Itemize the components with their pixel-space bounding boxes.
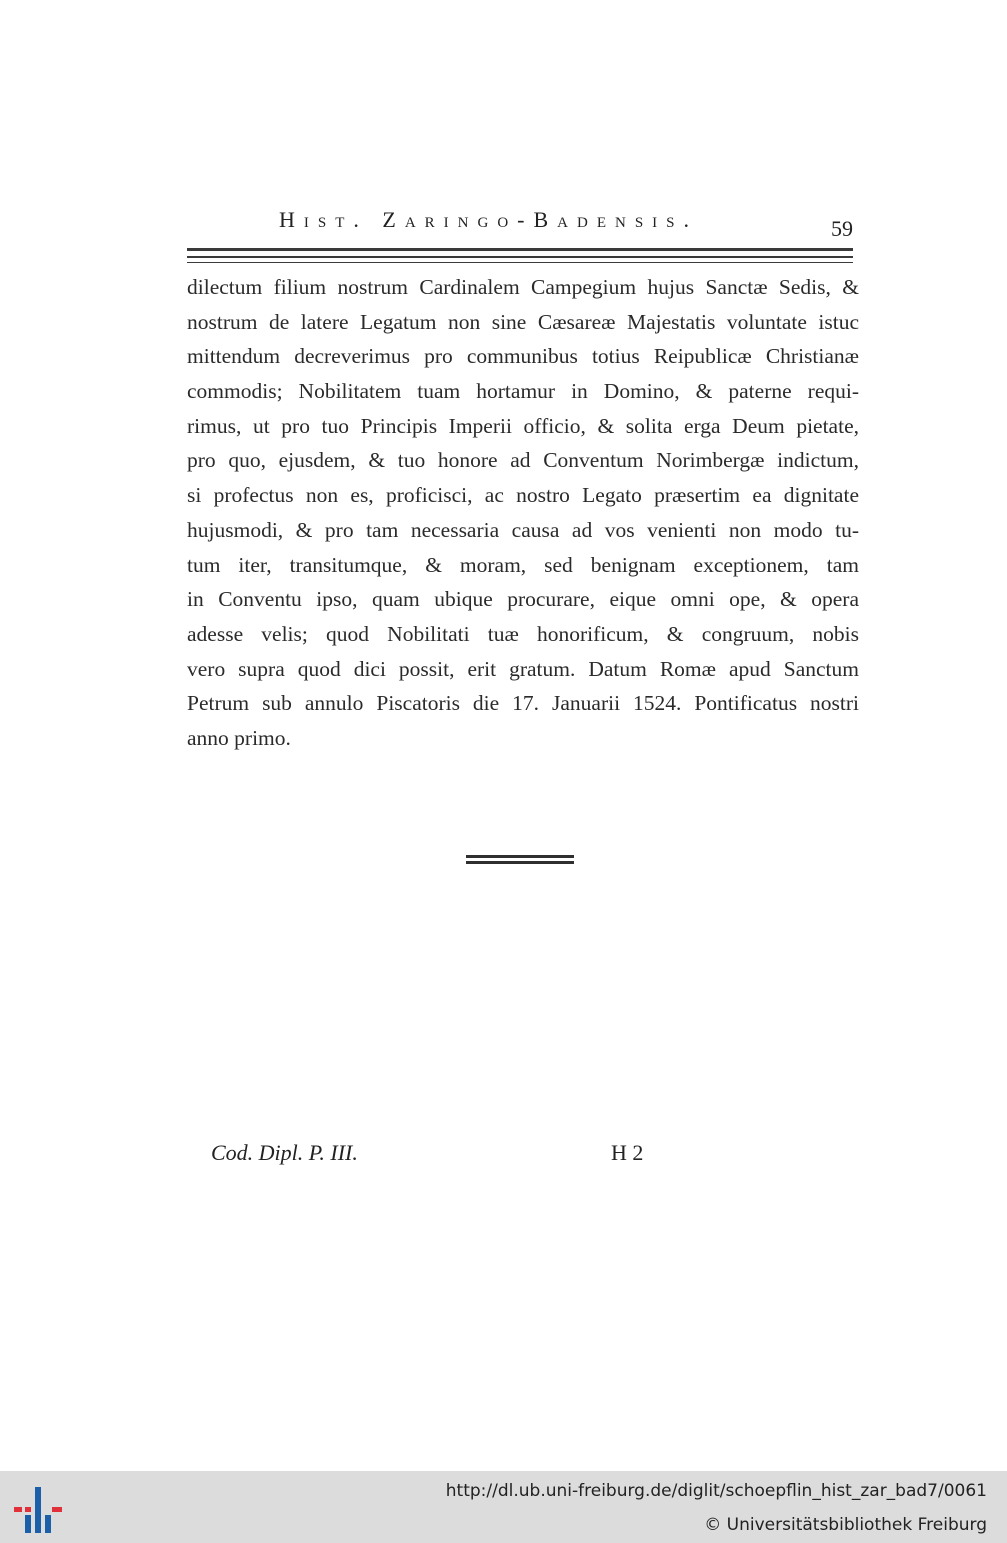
header-rule (187, 262, 853, 263)
text-line: in Conventu ipso, quam ubique procurare, eique omni ope, & opera (187, 587, 859, 612)
running-head: Hist. Zaringo-Badensis. (279, 207, 698, 232)
text-line: nostrum de latere Legatum non sine Cæsareæ Majestatis voluntate istuc (187, 309, 859, 334)
text-line: rimus, ut pro tuo Principis Imperii officio, & solita erga Deum pietate, (187, 413, 859, 438)
header-rule (187, 256, 853, 258)
text-line: hujusmodi, & pro tam necessaria causa ad vos venienti non modo tu- (187, 517, 859, 542)
header-rule (187, 248, 853, 251)
quire-mark: H 2 (611, 1140, 644, 1165)
text-line: adesse velis; quod Nobilitati tuæ honorificum, & congruum, nobis (187, 621, 859, 646)
text-line: commodis; Nobilitatem tuam hortamur in Domino, & paterne requi- (187, 379, 859, 404)
text-line: si profectus non es, proficisci, ac nostro Legato præsertim ea dignitate (187, 483, 859, 508)
text-line: tum iter, transitumque, & moram, sed benignam exceptionem, tam (187, 552, 859, 577)
text-line: mittendum decreverimus pro communibus totius Reipublicæ Christianæ (187, 344, 859, 369)
viewer-footer-bar (0, 1471, 1007, 1543)
body-text (187, 270, 859, 756)
text-line: Petrum sub annulo Piscatoris die 17. Januarii 1524. Pontificatus nostri (187, 691, 859, 716)
text-line: anno primo. (187, 725, 291, 750)
text-line: pro quo, ejusdem, & tuo honore ad Conventum Norimbergæ indictum, (187, 448, 859, 473)
section-end-ornament (466, 855, 574, 858)
page-number: 59 (831, 216, 853, 241)
signature-mark: Cod. Dipl. P. III. (211, 1140, 358, 1165)
text-line: vero supra quod dici possit, erit gratum. Datum Romæ apud Sanctum (187, 656, 859, 681)
text-line: dilectum filium nostrum Cardinalem Campegium hujus Sanctæ Sedis, & (187, 275, 859, 299)
permalink-url[interactable]: http://dl.ub.uni-freiburg.de/diglit/schoepflin_hist_zar_bad7/0061 (445, 1481, 987, 1501)
section-end-ornament (466, 861, 574, 864)
copyright-notice: © Universitätsbibliothek Freiburg (704, 1515, 987, 1535)
ub-freiburg-logo-icon[interactable] (12, 1483, 64, 1535)
